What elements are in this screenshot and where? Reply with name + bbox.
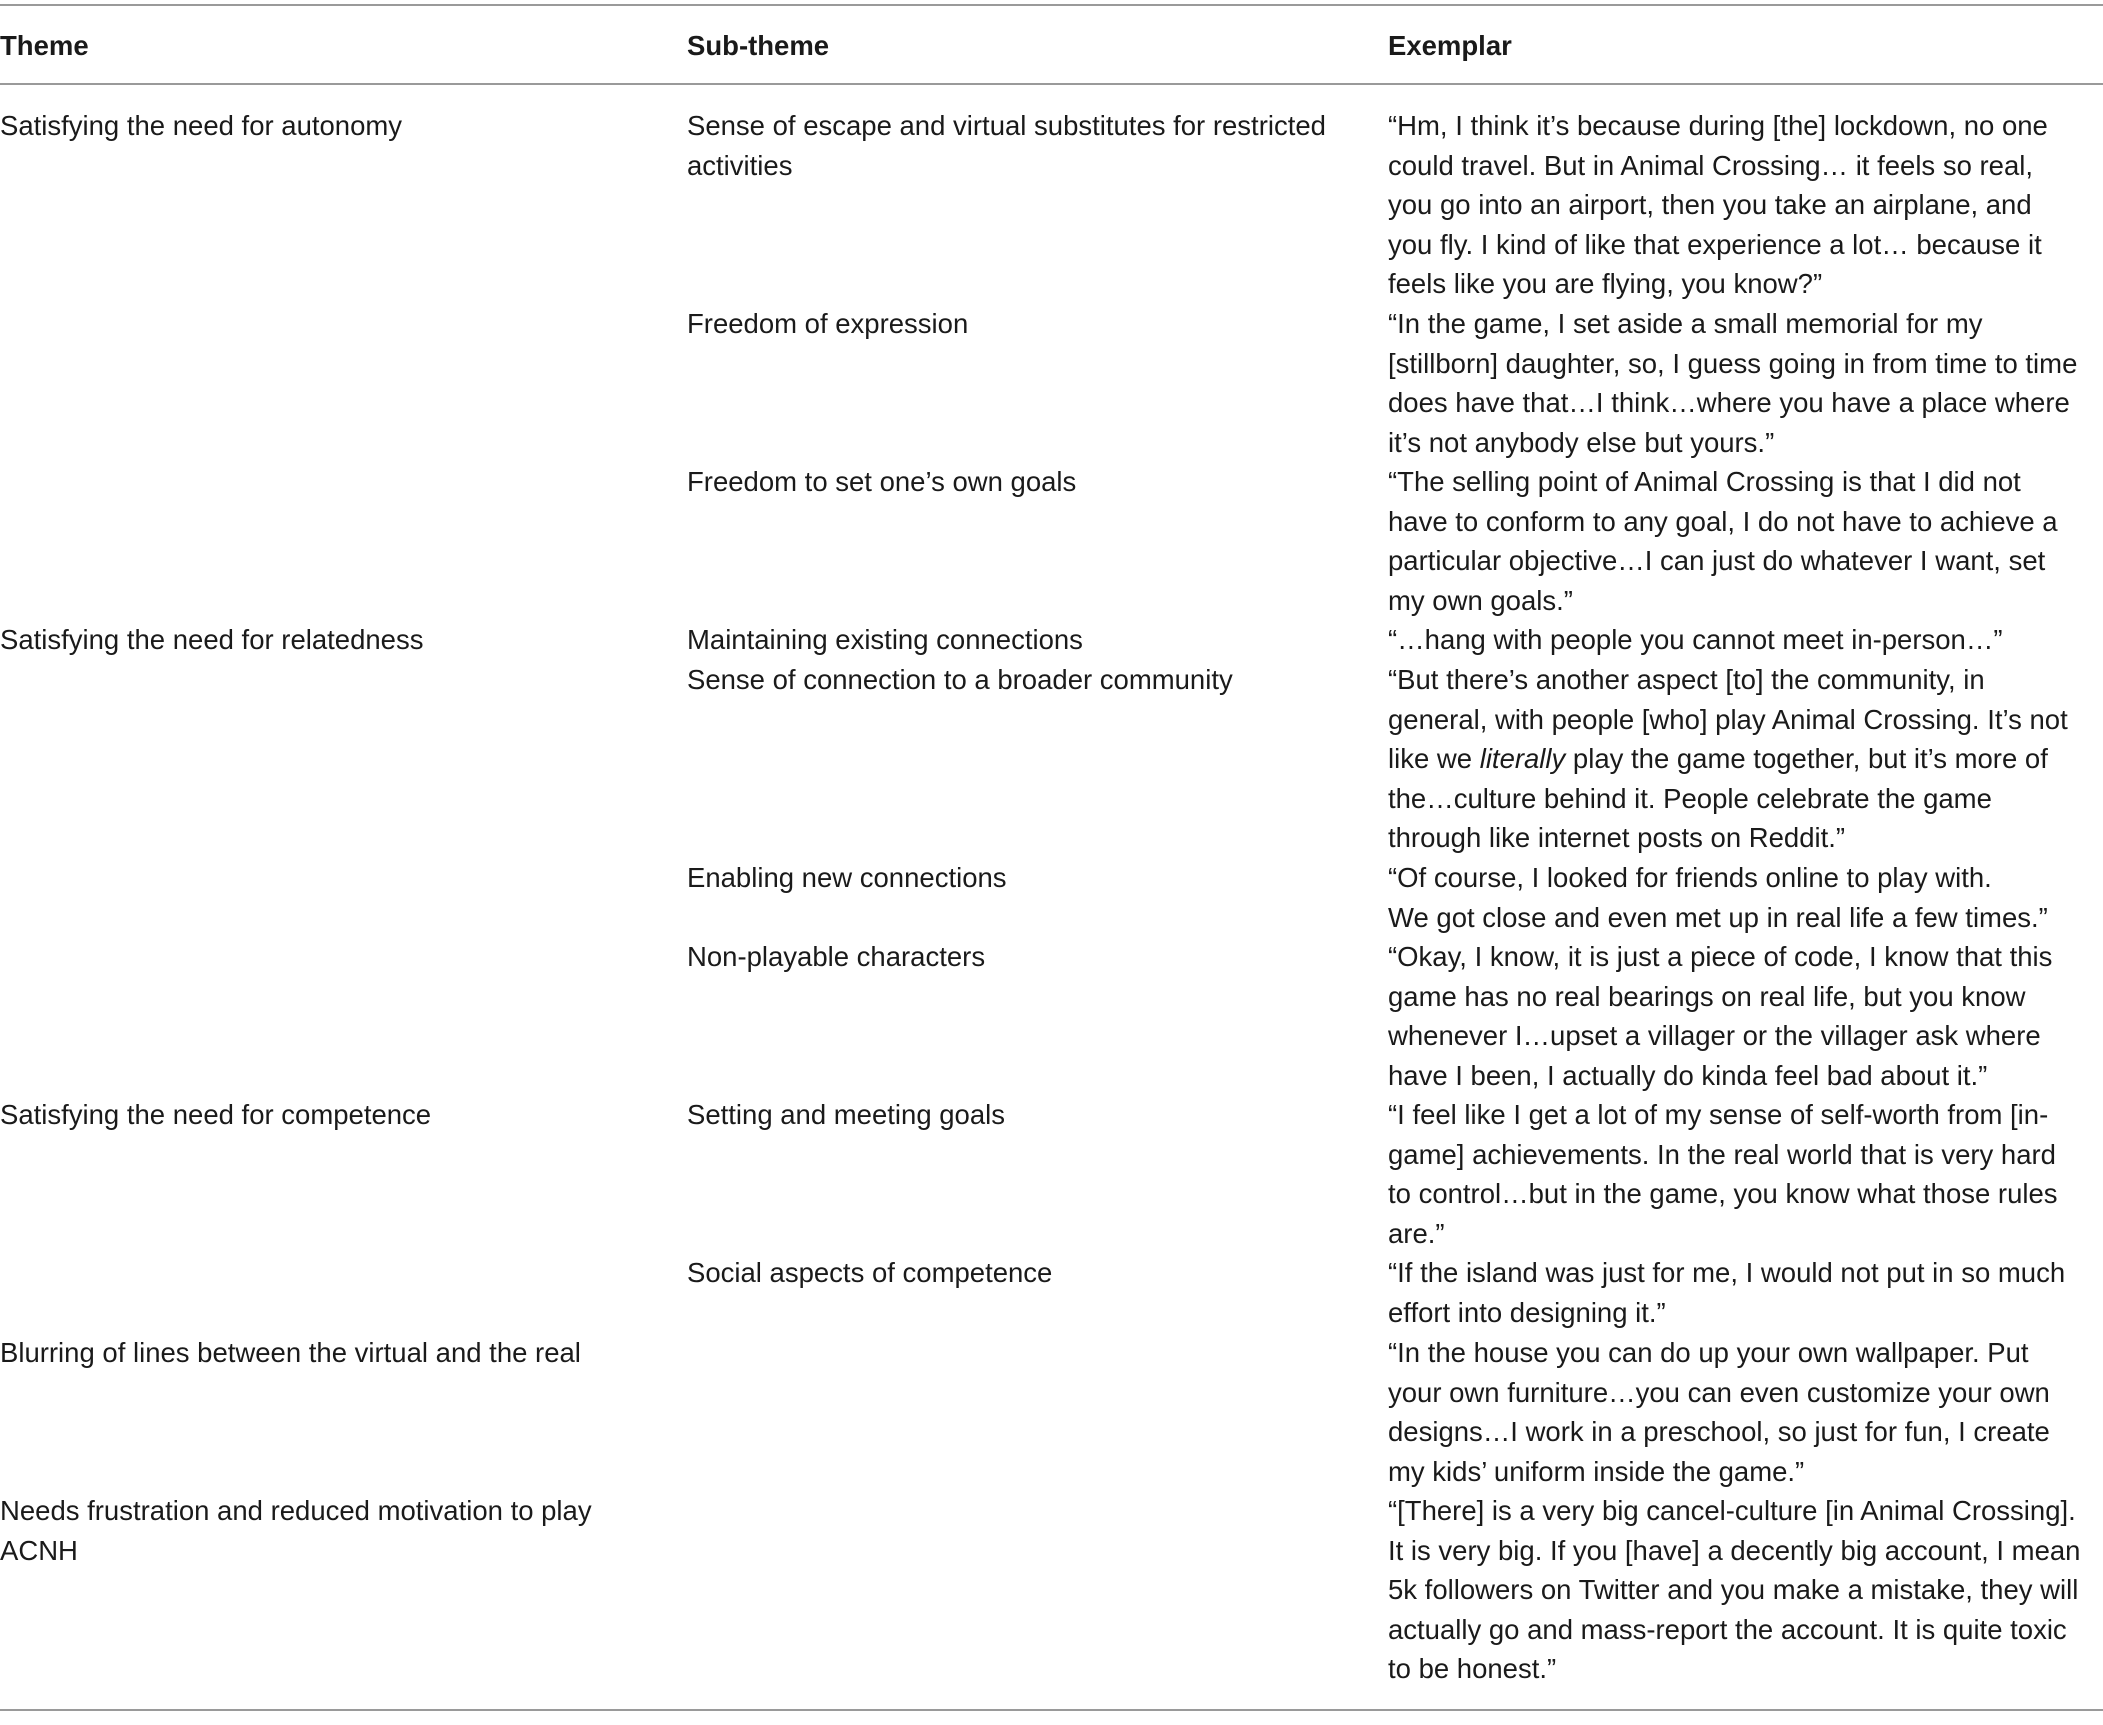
- exemplar-line: 5k followers on Twitter and you make a mistake, they will: [1388, 1574, 2079, 1606]
- header-sub-theme: Sub-theme: [687, 30, 830, 61]
- theme-line: Needs frustration and reduced motivation to play: [0, 1495, 592, 1526]
- subtheme-line: Sense of escape and virtual substitutes for restricted: [687, 110, 1326, 141]
- subtheme-line: Social aspects of competence: [687, 1257, 1053, 1288]
- exemplar-line: to control…but in the game, you know what those rules: [1388, 1178, 2058, 1210]
- theme-cell: [0, 620, 660, 660]
- exemplar-line: could travel. But in Animal Crossing… it feels so real,: [1388, 149, 2034, 181]
- exemplar-line: actually go and mass-report the account. It is quite toxic: [1388, 1613, 2067, 1645]
- theme-line: ACNH: [0, 1534, 78, 1566]
- table-header-rule: [0, 83, 2103, 85]
- exemplar-line: It is very big. If you [have] a decently big account, I mean: [1388, 1534, 2081, 1566]
- exemplar-line: through like internet posts on Reddit.”: [1388, 822, 1846, 854]
- subtheme-cell: [687, 106, 1367, 185]
- exemplar-line: “Okay, I know, it is just a piece of code, I know that this: [1388, 941, 2053, 972]
- exemplar-cell: [1388, 660, 2103, 858]
- exemplar-line: does have that…I think…where you have a place where: [1388, 387, 2070, 419]
- exemplar-line: designs…I work in a preschool, so just for fun, I create: [1388, 1416, 2050, 1448]
- exemplar-line: it’s not anybody else but yours.”: [1388, 426, 1775, 458]
- exemplar-line: my own goals.”: [1388, 584, 1573, 616]
- exemplar-cell: [1388, 304, 2103, 462]
- exemplar-cell: [1388, 620, 2103, 660]
- subtheme-cell: [687, 1253, 1367, 1293]
- subtheme-line: Sense of connection to a broader community: [687, 664, 1233, 695]
- subtheme-line: activities: [687, 149, 793, 181]
- exemplar-line: [stillborn] daughter, so, I guess going in from time to time: [1388, 347, 2078, 379]
- theme-cell: [0, 106, 660, 146]
- exemplar-text: play the game together, but it’s more of: [1565, 743, 2048, 775]
- subtheme-line: Freedom to set one’s own goals: [687, 466, 1077, 497]
- exemplar-line: your own furniture…you can even customize your own: [1388, 1376, 2050, 1408]
- subtheme-line: Maintaining existing connections: [687, 624, 1083, 655]
- exemplar-line: [1388, 739, 2103, 779]
- theme-line: Satisfying the need for competence: [0, 1099, 432, 1130]
- exemplar-line: have to conform to any goal, I do not have to achieve a: [1388, 505, 2058, 537]
- exemplar-line: “[There] is a very big cancel-culture [in Animal Crossing].: [1388, 1495, 2076, 1526]
- theme-line: Satisfying the need for relatedness: [0, 624, 424, 655]
- header-exemplar: Exemplar: [1388, 30, 1512, 61]
- exemplar-line: you go into an airport, then you take an airplane, and: [1388, 189, 2032, 221]
- exemplar-line: “…hang with people you cannot meet in-person…”: [1388, 624, 2003, 655]
- exemplar-cell: [1388, 462, 2103, 620]
- exemplar-line: game] achievements. In the real world that is very hard: [1388, 1138, 2056, 1170]
- table-top-rule: [0, 4, 2103, 6]
- exemplar-line: you fly. I kind of like that experience a lot… because it: [1388, 228, 2042, 260]
- subtheme-cell: [687, 304, 1367, 344]
- exemplar-line: particular objective…I can just do whatever I want, set: [1388, 545, 2046, 577]
- subtheme-line: Non-playable characters: [687, 941, 986, 972]
- header-theme: Theme: [0, 30, 89, 61]
- exemplar-line: my kids’ uniform inside the game.”: [1388, 1455, 1805, 1487]
- exemplar-line: whenever I…upset a villager or the villager ask where: [1388, 1020, 2041, 1052]
- exemplar-line: “The selling point of Animal Crossing is that I did not: [1388, 466, 2021, 497]
- subtheme-line: Freedom of expression: [687, 308, 969, 339]
- exemplar-text: like we: [1388, 743, 1480, 775]
- exemplar-cell: [1388, 1095, 2103, 1253]
- subtheme-line: Setting and meeting goals: [687, 1099, 1005, 1130]
- exemplar-line: “In the house you can do up your own wallpaper. Put: [1388, 1337, 2029, 1368]
- exemplar-line: We got close and even met up in real life a few times.”: [1388, 901, 2048, 933]
- subtheme-line: Enabling new connections: [687, 862, 1007, 893]
- theme-line: Blurring of lines between the virtual and the real: [0, 1337, 581, 1368]
- exemplar-line: “If the island was just for me, I would not put in so much: [1388, 1257, 2066, 1288]
- theme-cell: [0, 1333, 660, 1373]
- subtheme-cell: [687, 462, 1367, 502]
- subtheme-cell: [687, 660, 1367, 700]
- exemplar-line: “But there’s another aspect [to] the community, in: [1388, 664, 1985, 695]
- emphasis-text: literally: [1479, 743, 1566, 775]
- exemplar-line: “I feel like I get a lot of my sense of self-worth from [in-: [1388, 1099, 2049, 1130]
- subtheme-cell: [687, 1095, 1367, 1135]
- exemplar-cell: [1388, 858, 2103, 937]
- exemplar-line: general, with people [who] play Animal Crossing. It’s not: [1388, 703, 2068, 735]
- exemplar-line: to be honest.”: [1388, 1653, 1557, 1685]
- exemplar-line: have I been, I actually do kinda feel bad about it.”: [1388, 1059, 1988, 1091]
- exemplar-cell: [1388, 106, 2103, 304]
- exemplar-line: are.”: [1388, 1217, 1445, 1249]
- subtheme-cell: [687, 858, 1367, 898]
- exemplar-line: effort into designing it.”: [1388, 1296, 1666, 1328]
- exemplar-cell: [1388, 937, 2103, 1095]
- subtheme-cell: [687, 937, 1367, 977]
- exemplar-cell: [1388, 1491, 2103, 1689]
- table-bottom-rule: [0, 1709, 2103, 1711]
- theme-cell: [0, 1491, 660, 1570]
- exemplar-line: “Of course, I looked for friends online to play with.: [1388, 862, 1992, 893]
- theme-cell: [0, 1095, 660, 1135]
- exemplar-cell: [1388, 1333, 2103, 1491]
- theme-line: Satisfying the need for autonomy: [0, 110, 403, 141]
- exemplar-line: game has no real bearings on real life, but you know: [1388, 980, 2026, 1012]
- exemplar-cell: [1388, 1253, 2103, 1332]
- exemplar-line: “Hm, I think it’s because during [the] lockdown, no one: [1388, 110, 2048, 141]
- subtheme-cell: [687, 620, 1367, 660]
- exemplar-line: the…culture behind it. People celebrate the game: [1388, 782, 1992, 814]
- exemplar-line: feels like you are flying, you know?”: [1388, 268, 1823, 300]
- exemplar-line: “In the game, I set aside a small memorial for my: [1388, 308, 1983, 339]
